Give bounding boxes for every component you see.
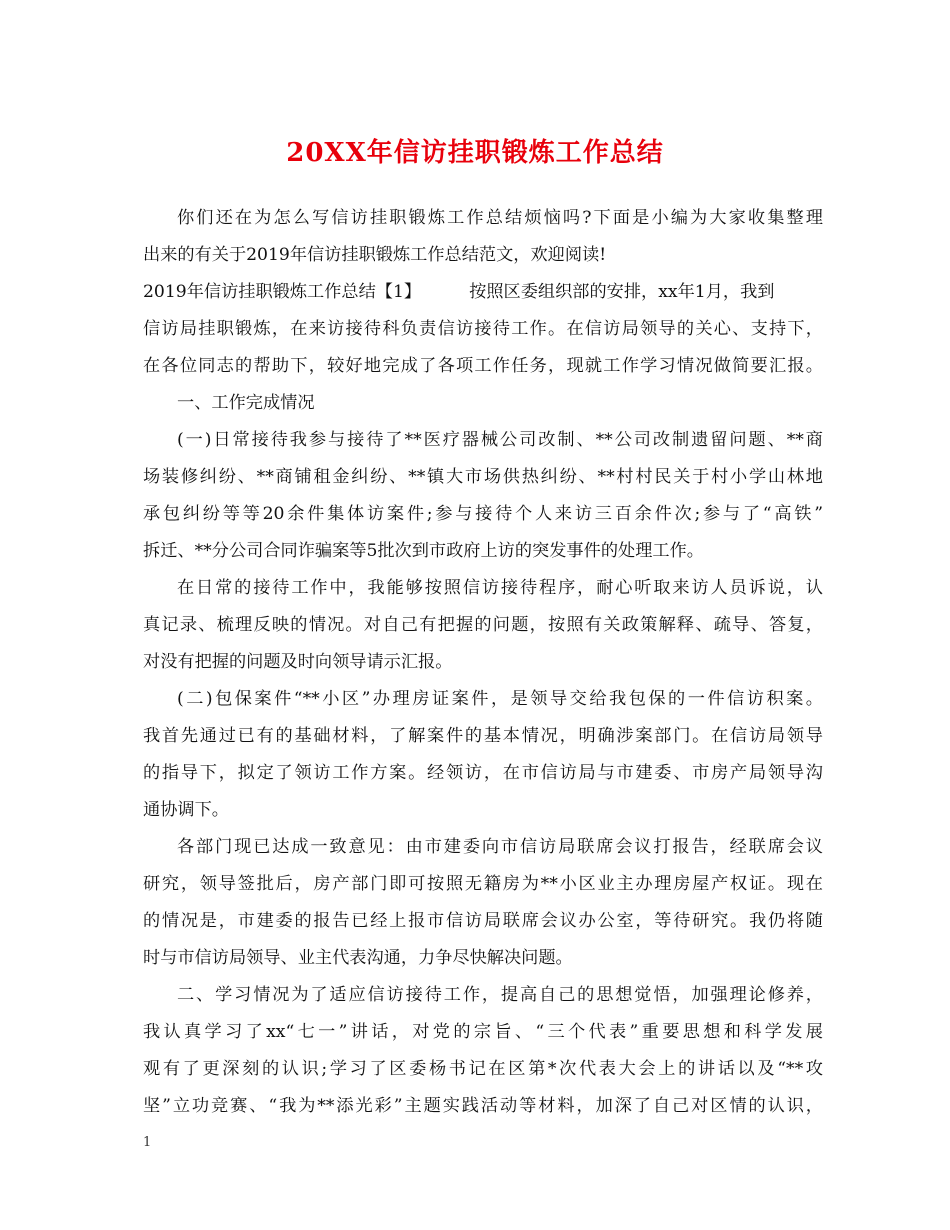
paragraph-line: 通协调下。 — [143, 800, 229, 820]
paragraph-line: 二、学习情况为了适应信访接待工作，提高自己的思想觉悟，加强理论修养， — [177, 985, 823, 1005]
document-title: 20XX年信访挂职锻炼工作总结 — [286, 138, 664, 168]
paragraph-line: 你们还在为怎么写信访挂职锻炼工作总结烦恼吗?下面是小编为大家收集整理 — [177, 208, 823, 228]
document-body — [143, 200, 823, 1125]
paragraph-line: 在日常的接待工作中，我能够按照信访接待程序，耐心听取来访人员诉说，认 — [177, 578, 823, 598]
paragraph-line: 我认真学习了xx“七一”讲话，对党的宗旨、“三个代表”重要思想和科学发展 — [143, 1022, 823, 1042]
paragraph-line: (一)日常接待我参与接待了**医疗器械公司改制、**公司改制遗留问题、**商 — [177, 430, 823, 450]
paragraph-line: 各部门现已达成一致意见：由市建委向市信访局联席会议打报告，经联席会议 — [177, 837, 823, 857]
section-heading: 一、工作完成情况 — [177, 393, 315, 413]
paragraph-line: 真记录、梳理反映的情况。对自己有把握的问题，按照有关政策解释、疏导、答复， — [143, 615, 823, 635]
paragraph-line: 承包纠纷等等20余件集体访案件;参与接待个人来访三百余件次;参与了“高铁” — [143, 504, 823, 524]
paragraph-line: (二)包保案件“**小区”办理房证案件，是领导交给我包保的一件信访积案。 — [177, 689, 823, 709]
paragraph-line: 观有了更深刻的认识;学习了区委杨书记在区第*次代表大会上的讲话以及“**攻 — [143, 1059, 823, 1079]
paragraph-line: 在各位同志的帮助下，较好地完成了各项工作任务，现就工作学习情况做简要汇报。 — [143, 356, 823, 376]
paragraph-line: 的情况是，市建委的报告已经上报市信访局联席会议办公室，等待研究。我仍将随 — [143, 911, 823, 931]
paragraph-line: 出来的有关于2019年信访挂职锻炼工作总结范文，欢迎阅读! — [143, 245, 607, 265]
paragraph-line: 信访局挂职锻炼，在来访接待科负责信访接待工作。在信访局领导的关心、支持下， — [143, 319, 823, 339]
paragraph-line: 拆迁、**分公司合同诈骗案等5批次到市政府上访的突发事件的处理工作。 — [143, 541, 704, 561]
paragraph-line: 时与市信访局领导、业主代表沟通，力争尽快解决问题。 — [143, 948, 573, 968]
paragraph-line: 研究，领导签批后，房产部门即可按照无籍房为**小区业主办理房屋产权证。现在 — [143, 874, 823, 894]
paragraph-line: 的指导下，拟定了领访工作方案。经领访，在市信访局与市建委、市房产局领导沟 — [143, 763, 823, 783]
paragraph-text: 按照区委组织部的安排，xx年1月，我到 — [469, 282, 775, 302]
paragraph-line: 场装修纠纷、**商铺租金纠纷、**镇大市场供热纠纷、**村村民关于村小学山林地 — [143, 467, 823, 487]
paragraph-line: 坚”立功竞赛、“我为**添光彩”主题实践活动等材料，加深了自己对区情的认识， — [143, 1096, 823, 1116]
page-number: 1 — [143, 1135, 152, 1150]
paragraph-line: 对没有把握的问题及时向领导请示汇报。 — [143, 652, 453, 672]
paragraph-line: 我首先通过已有的基础材料，了解案件的基本情况，明确涉案部门。在信访局领导 — [143, 726, 823, 746]
section-heading: 2019年信访挂职锻炼工作总结【1】 — [143, 282, 422, 302]
section-line — [143, 274, 823, 311]
